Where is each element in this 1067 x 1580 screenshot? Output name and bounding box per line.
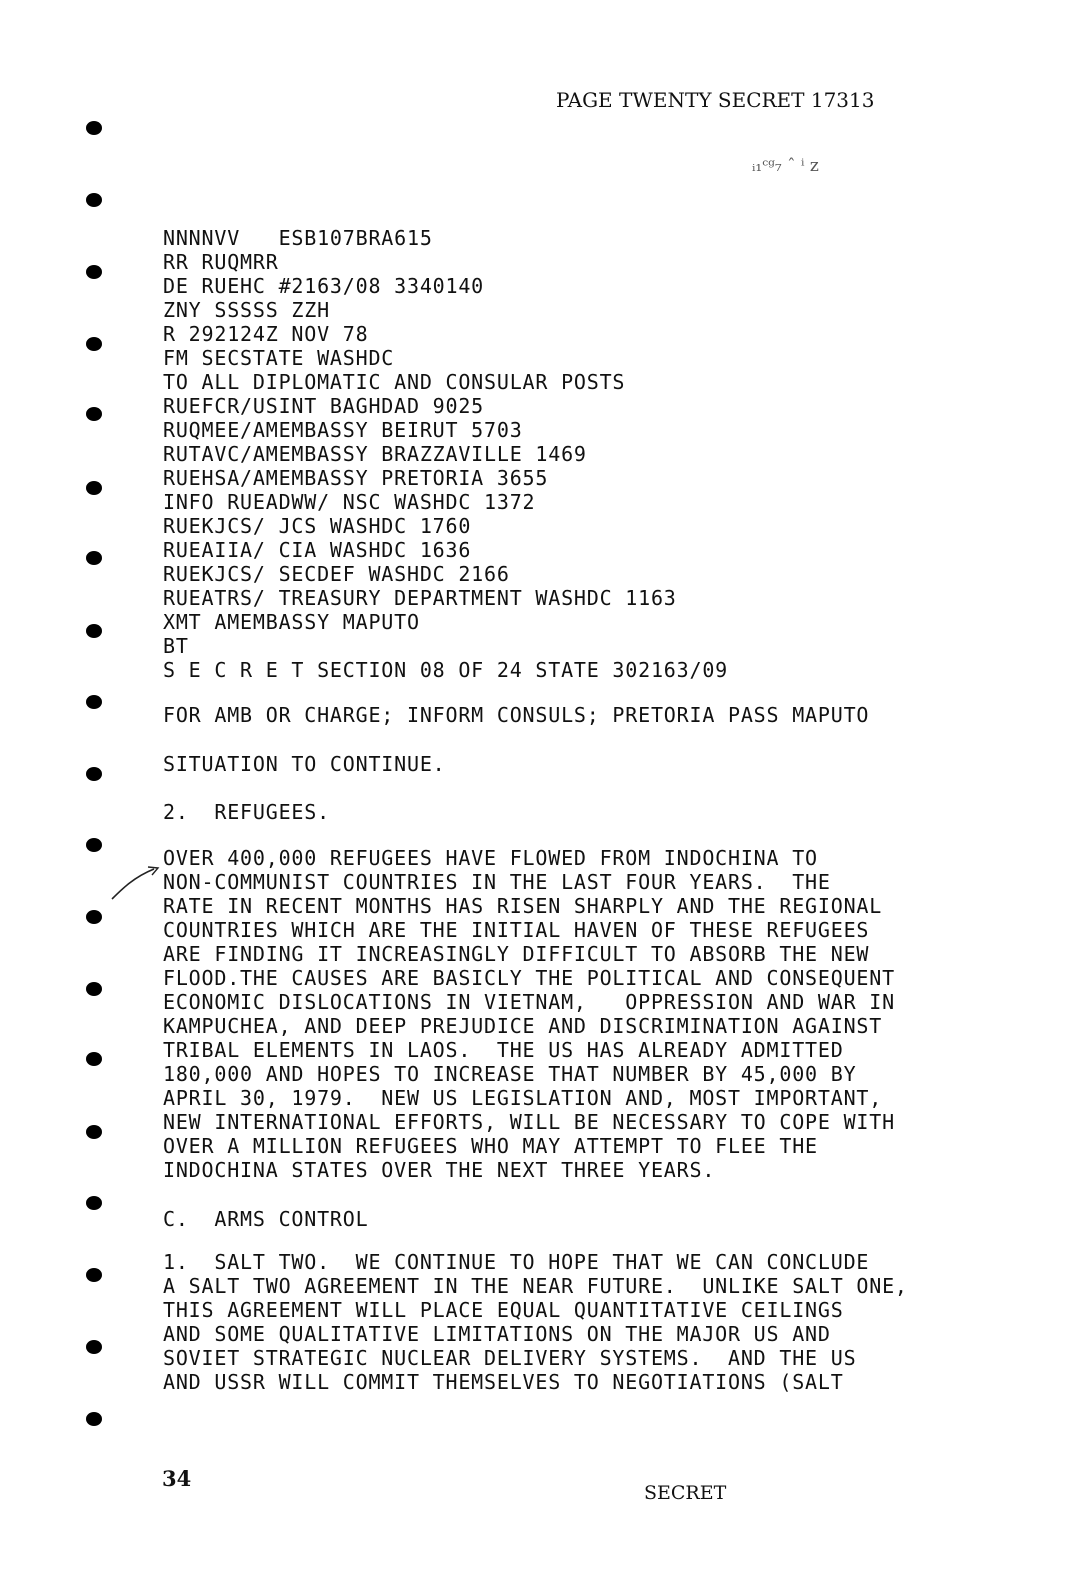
routing-line: RUEKJCS/ SECDEF WASHDC 2166: [163, 562, 510, 586]
paragraph-line: A SALT TWO AGREEMENT IN THE NEAR FUTURE. UNLIKE SALT ONE,: [163, 1274, 908, 1298]
routing-line: INFO RUEADWW/ NSC WASHDC 1372: [163, 490, 536, 514]
punch-hole: [86, 1052, 102, 1066]
paragraph-line: COUNTRIES WHICH ARE THE INITIAL HAVEN OF THESE REFUGEES: [163, 918, 870, 942]
punch-hole: [86, 337, 102, 351]
routing-line: ZNY SSSSS ZZH: [163, 298, 330, 322]
routing-line: FM SECSTATE WASHDC: [163, 346, 395, 370]
routing-line: R 292124Z NOV 78: [163, 322, 369, 346]
punch-hole: [86, 1268, 102, 1282]
routing-line: RR RUQMRR: [163, 250, 279, 274]
paragraph-line: FLOOD.THE CAUSES ARE BASICLY THE POLITICAL AND CONSEQUENT: [163, 966, 895, 990]
margin-pen-mark: [108, 863, 168, 903]
routing-line: RUEATRS/ TREASURY DEPARTMENT WASHDC 1163: [163, 586, 677, 610]
routing-line: BT: [163, 634, 189, 658]
punch-hole: [86, 1125, 102, 1139]
paragraph-line: 1. SALT TWO. WE CONTINUE TO HOPE THAT WE CAN CONCLUDE: [163, 1250, 870, 1274]
paragraph-line: 180,000 AND HOPES TO INCREASE THAT NUMBER BY 45,000 BY: [163, 1062, 857, 1086]
routing-line: S E C R E T SECTION 08 OF 24 STATE 302163/09: [163, 658, 729, 682]
punch-hole: [86, 1340, 102, 1354]
punch-hole: [86, 551, 102, 565]
page-header: PAGE TWENTY SECRET 17313: [556, 88, 875, 112]
paragraph-line: NEW INTERNATIONAL EFFORTS, WILL BE NECESSARY TO COPE WITH: [163, 1110, 895, 1134]
punch-hole: [86, 624, 102, 638]
paragraph-line: INDOCHINA STATES OVER THE NEXT THREE YEARS.: [163, 1158, 716, 1182]
routing-line: DE RUEHC #2163/08 3340140: [163, 274, 485, 298]
punch-hole: [86, 407, 102, 421]
paragraph-line: APRIL 30, 1979. NEW US LEGISLATION AND, MOST IMPORTANT,: [163, 1086, 883, 1110]
punch-hole: [86, 193, 102, 207]
punch-hole: [86, 265, 102, 279]
arms-control-heading: C. ARMS CONTROL: [163, 1207, 369, 1231]
routing-line: RUEKJCS/ JCS WASHDC 1760: [163, 514, 472, 538]
paragraph-line: KAMPUCHEA, AND DEEP PREJUDICE AND DISCRIMINATION AGAINST: [163, 1014, 883, 1038]
punch-hole: [86, 695, 102, 709]
punch-hole: [86, 121, 102, 135]
paragraph-line: TRIBAL ELEMENTS IN LAOS. THE US HAS ALREADY ADMITTED: [163, 1038, 844, 1062]
routing-line: RUEHSA/AMEMBASSY PRETORIA 3655: [163, 466, 549, 490]
punch-hole: [86, 767, 102, 781]
continuation-line: SITUATION TO CONTINUE.: [163, 752, 446, 776]
salt-paragraph: [163, 1250, 908, 1394]
routing-header: [163, 226, 728, 682]
routing-line: RUTAVC/AMEMBASSY BRAZZAVILLE 1469: [163, 442, 587, 466]
routing-line: RUEFCR/USINT BAGHDAD 9025: [163, 394, 485, 418]
punch-hole: [86, 910, 102, 924]
punch-hole: [86, 481, 102, 495]
footer-classification: SECRET: [644, 1482, 727, 1504]
routing-line: XMT AMEMBASSY MAPUTO: [163, 610, 420, 634]
routing-line: RUEAIIA/ CIA WASHDC 1636: [163, 538, 472, 562]
paragraph-line: OVER 400,000 REFUGEES HAVE FLOWED FROM INDOCHINA TO: [163, 846, 818, 870]
refugees-heading: 2. REFUGEES.: [163, 800, 330, 824]
punch-hole: [86, 1196, 102, 1210]
punch-hole: [86, 1412, 102, 1426]
paragraph-line: RATE IN RECENT MONTHS HAS RISEN SHARPLY AND THE REGIONAL: [163, 894, 883, 918]
paragraph-line: AND SOME QUALITATIVE LIMITATIONS ON THE MAJOR US AND: [163, 1322, 831, 1346]
paragraph-line: THIS AGREEMENT WILL PLACE EQUAL QUANTITATIVE CEILINGS: [163, 1298, 844, 1322]
paragraph-line: ECONOMIC DISLOCATIONS IN VIETNAM, OPPRESSION AND WAR IN: [163, 990, 895, 1014]
routing-line: TO ALL DIPLOMATIC AND CONSULAR POSTS: [163, 370, 626, 394]
page-number: 34: [162, 1466, 192, 1491]
header-stamp: ᵢ₁ᶜᵍ₇ ˆ ⁱ z: [752, 156, 819, 176]
punch-hole: [86, 838, 102, 852]
paragraph-line: SOVIET STRATEGIC NUCLEAR DELIVERY SYSTEMS. AND THE US: [163, 1346, 857, 1370]
paragraph-line: AND USSR WILL COMMIT THEMSELVES TO NEGOTIATIONS (SALT: [163, 1370, 844, 1394]
routing-line: RUQMEE/AMEMBASSY BEIRUT 5703: [163, 418, 523, 442]
paragraph-line: OVER A MILLION REFUGEES WHO MAY ATTEMPT TO FLEE THE: [163, 1134, 818, 1158]
paragraph-line: ARE FINDING IT INCREASINGLY DIFFICULT TO ABSORB THE NEW: [163, 942, 870, 966]
punch-hole: [86, 982, 102, 996]
instruction-line: FOR AMB OR CHARGE; INFORM CONSULS; PRETORIA PASS MAPUTO: [163, 703, 870, 727]
paragraph-line: NON-COMMUNIST COUNTRIES IN THE LAST FOUR YEARS. THE: [163, 870, 831, 894]
refugees-paragraph: [163, 846, 895, 1182]
routing-line: NNNNVV ESB107BRA615: [163, 226, 433, 250]
